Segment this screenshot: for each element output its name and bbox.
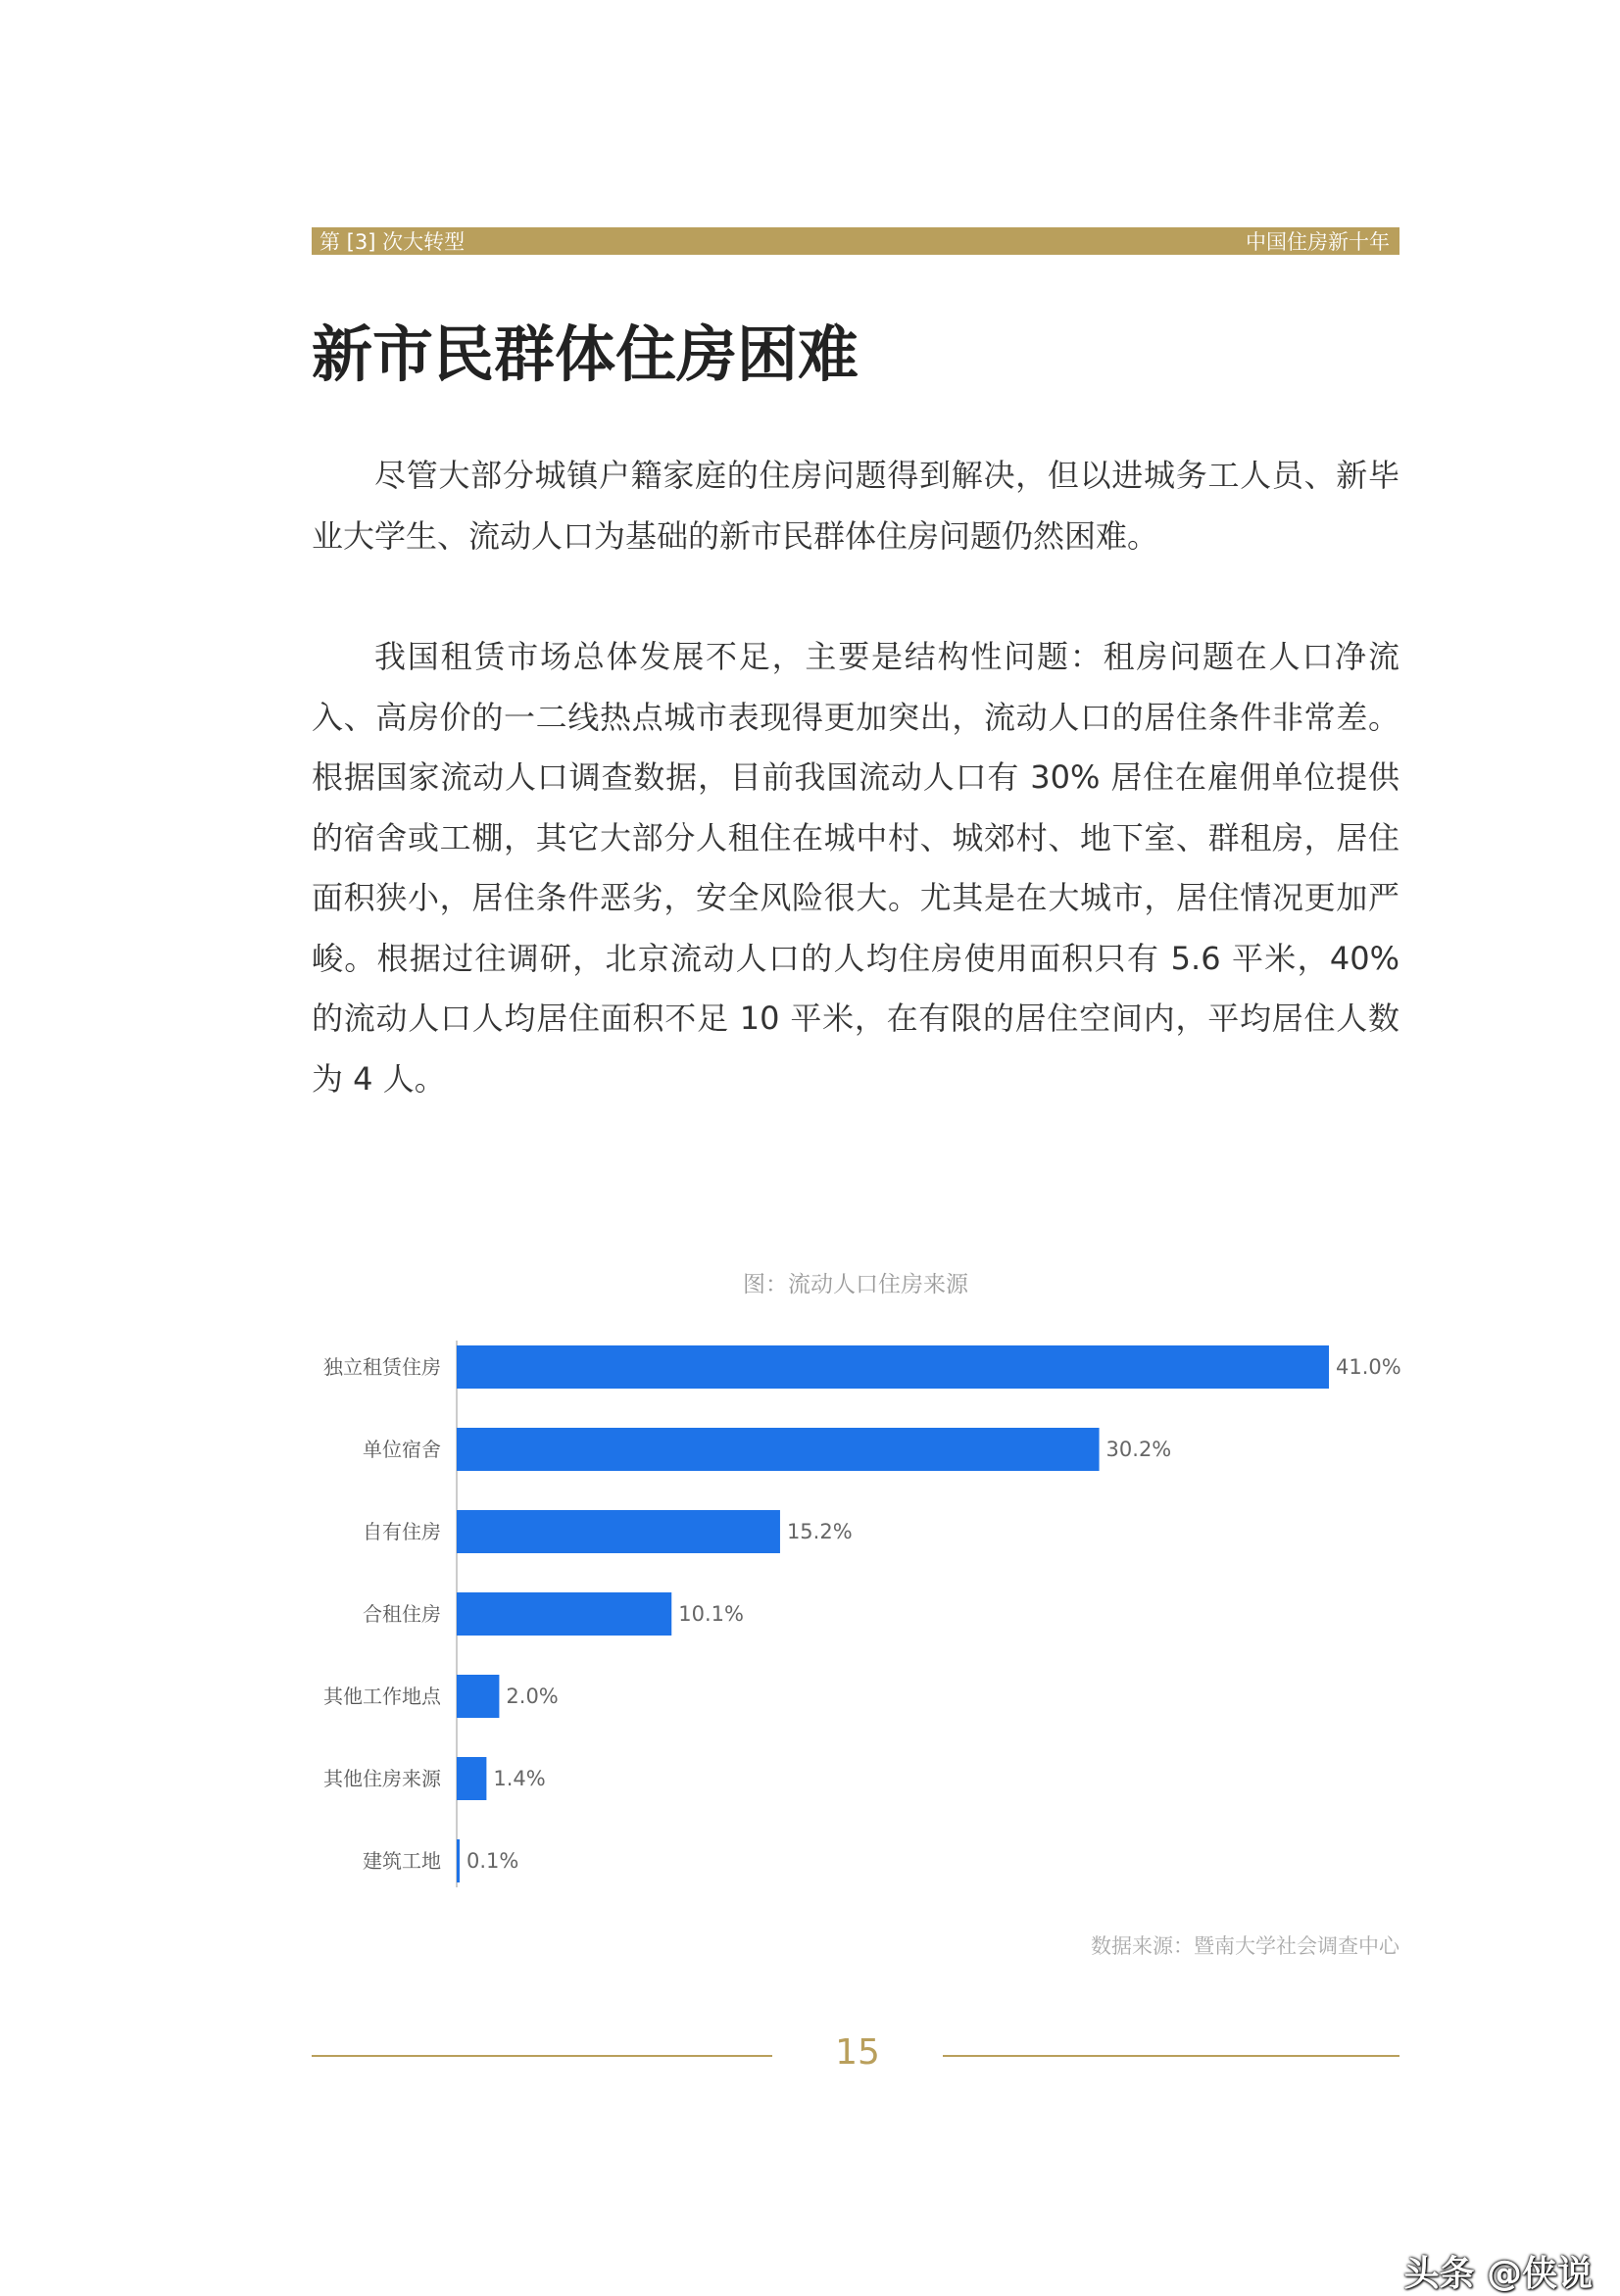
bar (457, 1592, 671, 1636)
category-label: 独立租赁住房 (323, 1355, 441, 1379)
bar-chart (294, 1323, 1421, 1901)
data-source: 数据来源：暨南大学社会调查中心 (1091, 1934, 1399, 1958)
category-label: 其他住房来源 (323, 1767, 441, 1790)
bar (457, 1510, 780, 1553)
value-label: 30.2% (1105, 1438, 1172, 1461)
category-label: 其他工作地点 (323, 1685, 441, 1708)
value-label: 15.2% (786, 1520, 853, 1543)
footer-line-left (312, 2055, 772, 2057)
bar (457, 1675, 499, 1718)
value-label: 10.1% (678, 1602, 744, 1626)
page-number: 15 (835, 2032, 880, 2073)
header-bar (312, 227, 1399, 255)
value-label: 1.4% (493, 1767, 546, 1790)
chapter-label: 第 [3] 次大转型 (319, 230, 466, 254)
book-title: 中国住房新十年 (1246, 230, 1390, 254)
value-label: 2.0% (506, 1685, 559, 1708)
category-label: 合租住房 (363, 1602, 441, 1626)
category-label: 单位宿舍 (363, 1438, 441, 1461)
chart-title: 图：流动人口住房来源 (743, 1272, 968, 1297)
bar (457, 1345, 1329, 1389)
paragraph-2: 我国租赁市场总体发展不足，主要是结构性问题：租房问题在人口净流入、高房价的一二线热点城市表现得更加突出，流动人口的居住条件非常差。根据国家流动人口调查数据，目前我国流动人口有 30% 居住在雇佣单位提供的宿舍或工棚，其它大部分人租住在城中村、城郊村、地下室、群租房，居住面积狭小，居住条件恶劣，安全风险很大。尤其是在大城市，居住情况更加严峻。根据过往调研，北京流动人口的人均住房使用面积只有 5.6 平米，40% 的流动人口人均居住面积不足 10 平米，在有限的居住空间内，平均居住人数为 4 人。 (312, 638, 1399, 1098)
bar (457, 1839, 460, 1882)
category-label: 自有住房 (363, 1520, 441, 1543)
value-label: 41.0% (1336, 1355, 1401, 1379)
bar (457, 1757, 486, 1800)
bar (457, 1428, 1100, 1471)
paragraph-1: 尽管大部分城镇户籍家庭的住房问题得到解决，但以进城务工人员、新毕业大学生、流动人口为基础的新市民群体住房问题仍然困难。 (312, 457, 1399, 555)
footer-line-right (943, 2055, 1399, 2057)
page-title: 新市民群体住房困难 (312, 318, 859, 390)
value-label: 0.1% (466, 1849, 519, 1873)
category-label: 建筑工地 (363, 1849, 441, 1873)
watermark: 头条 @侠说 (1403, 2254, 1593, 2294)
